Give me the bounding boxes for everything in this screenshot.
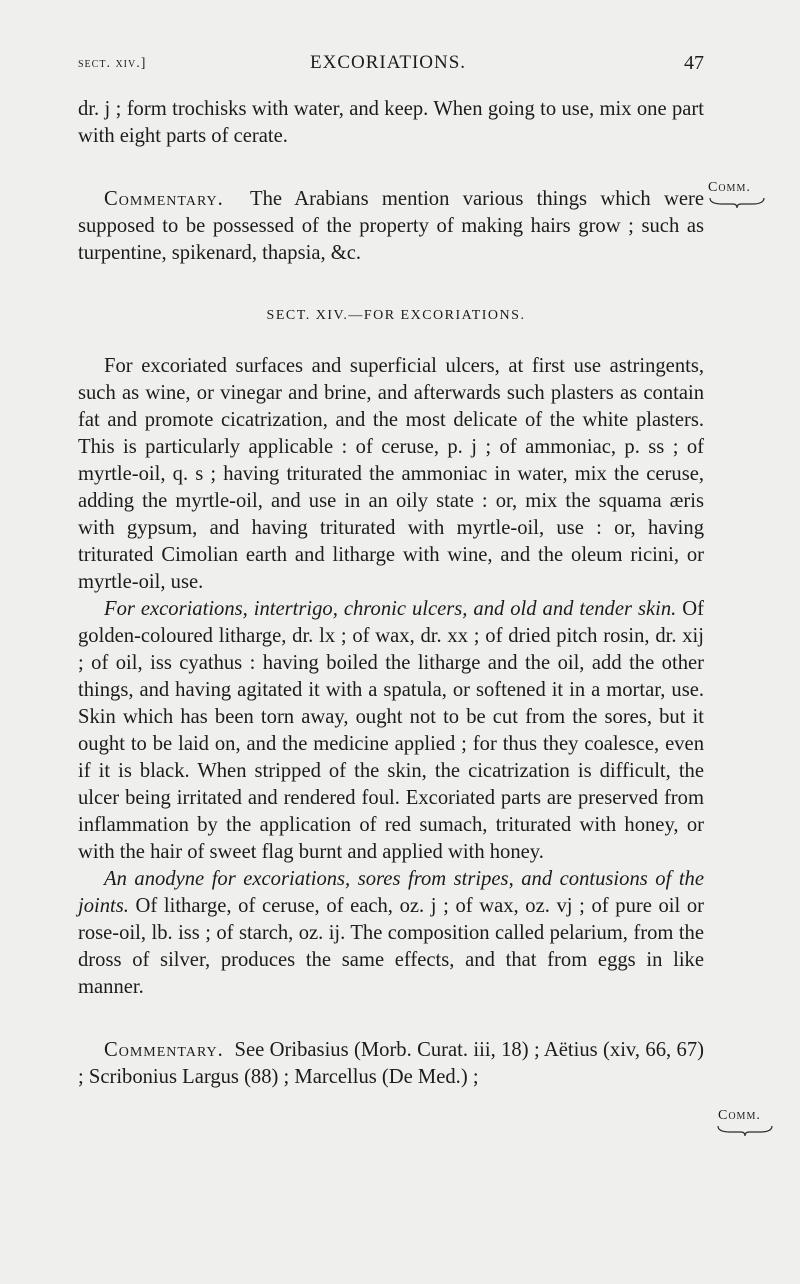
header-section: sect. xiv.] (78, 56, 147, 71)
anodyne-heading: An anodyne for excoriations, sores from stripes, and contusions of the joints. (78, 868, 704, 917)
margin-note-comm-1: Comm. (708, 180, 751, 195)
commentary-label-1: Commentary. (104, 188, 224, 210)
excoriations-text: Of golden-coloured litharge, dr. lx ; of wax, dr. xx ; of dried pitch rosin, dr. xij ; of oil, iss cyathus : having boiled the litharge and the oil, add the other things, and having agitated it with a spatula, or softened it in a mortar, use. Skin which has been torn away, ought not to be cut from the sores, but it ought to be laid on, and the medicine applied ; for thus they coalesce, even if it is black. When stripped of the skin, the cicatrization is difficult, the ulcer being irritated and rendered foul. Excoriated parts are preserved from inflammation by the application of red sumach, triturated with honey, or with the hair of sweet flag burnt and applied with honey. (78, 598, 704, 863)
margin-note-comm-2: Comm. (718, 1108, 761, 1123)
commentary-text-1: The Arabians mention various things which were supposed to be possessed of the property of making hairs grow ; such as turpentine, spikenard, thapsia, &c. (78, 188, 704, 264)
excoriations-heading: For excoriations, intertrigo, chronic ulcers, and old and tender skin. (104, 598, 677, 620)
anodyne-text: Of litharge, of ceruse, of each, oz. j ; of wax, oz. vj ; of pure oil or rose-oil, lb. iss ; of starch, oz. ij. The composition called pelarium, from the dross of silver, produces the same effects, and that from eggs in like manner. (78, 895, 704, 998)
margin-brace-2 (716, 1124, 774, 1138)
excoriations-paragraph (78, 596, 704, 866)
page-body (78, 96, 704, 1091)
commentary-label-2: Commentary. (104, 1039, 224, 1061)
intro-paragraph: dr. j ; form trochisks with water, and keep. When going to use, mix one part with eight parts of cerate. (78, 98, 704, 147)
margin-brace-1 (708, 196, 766, 210)
commentary-paragraph-2 (78, 1037, 704, 1091)
section-heading: SECT. XIV.—FOR EXCORIATIONS. (266, 308, 526, 323)
main-paragraph: For excoriated surfaces and superficial ulcers, at first use astringents, such as wine, or vinegar and brine, and afterwards such plasters as contain fat and promote cicatrization, and the most delicate of the white plasters. This is particularly applicable : of ceruse, p. j ; of ammoniac, p. ss ; of myrtle-oil, q. s ; having triturated the ammoniac in water, mix the ceruse, adding the myrtle-oil, and use in an oily state : or, mix the squama æris with gypsum, and having triturated with myrtle-oil, use : or, having triturated Cimolian earth and litharge with wine, and the oleum ricini, or myrtle-oil, use. (78, 355, 704, 593)
running-header (78, 50, 704, 80)
page-number: 47 (684, 52, 704, 74)
header-title: EXCORIATIONS. (310, 52, 467, 73)
commentary-paragraph-1 (78, 186, 704, 267)
anodyne-paragraph (78, 866, 704, 1001)
commentary-text-2: See Oribasius (Morb. Curat. iii, 18) ; Aëtius (xiv, 66, 67) ; Scribonius Largus (88) ; Marcellus (De Med.) ; (78, 1039, 704, 1088)
